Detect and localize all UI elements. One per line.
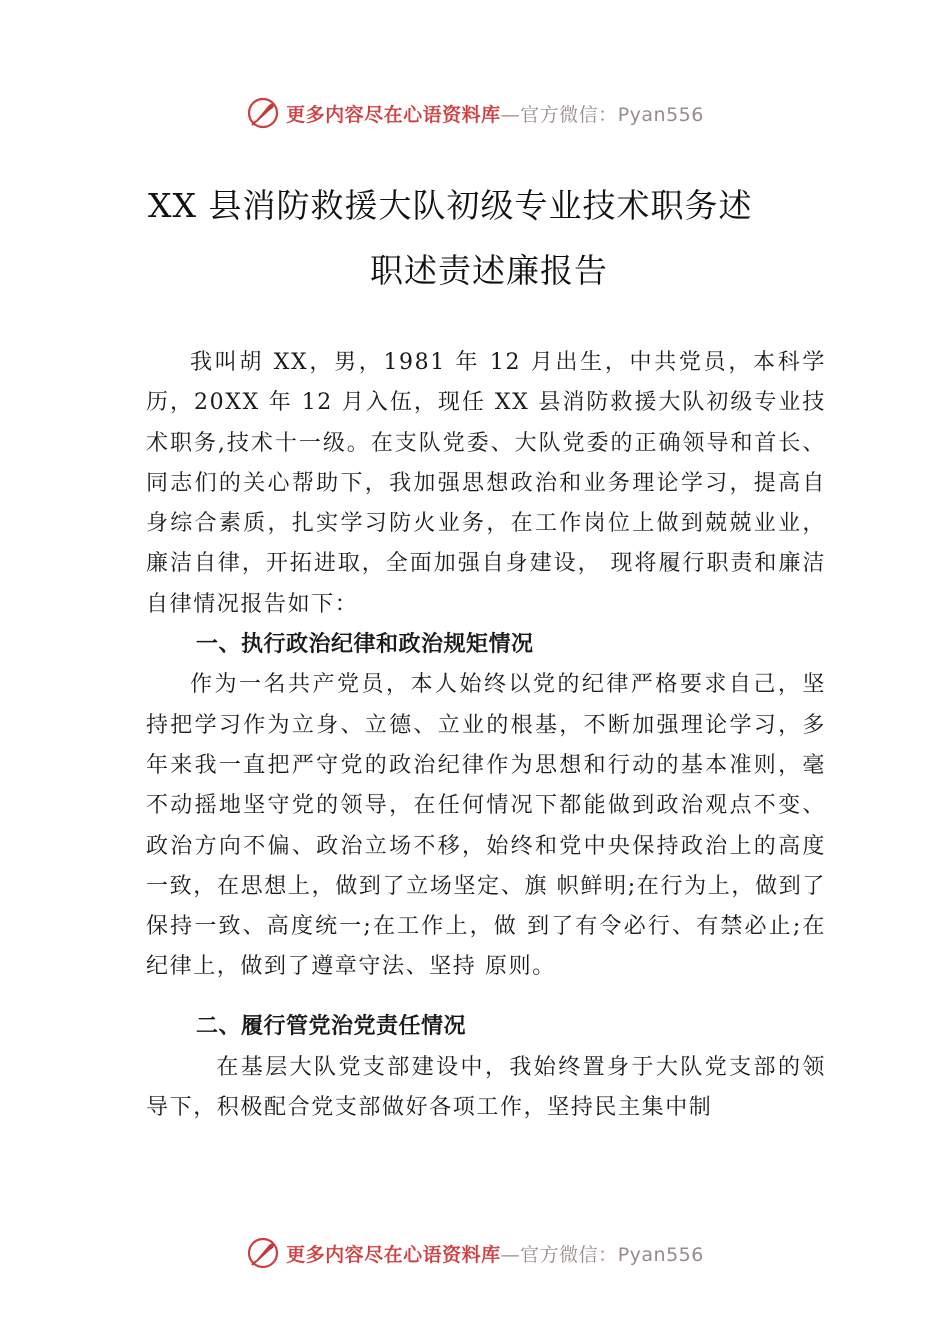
document-title-line-1: XX 县消防救援大队初级专业技术职务述 [148, 186, 753, 225]
document-title-line-2: 职述责述廉报告 [370, 251, 608, 290]
section-1-heading: 一、执行政治纪律和政治规矩情况 [196, 632, 534, 658]
intro-paragraph: 我叫胡 XX，男，1981 年 12 月出生，中共党员，本科学历，20XX 年 12 月入伍，现任 XX 县消防救援大队初级专业技术职务,技术十一级。在支队党委、大队党委的正确领导和首长、同志们的关心帮助下，我加强思想政治和业务理论学习，提高自身综合素质，扎实学习防火业务，在工作岗位上做到兢兢业业，廉洁自律，开拓进取，全面加强自身建设， 现将履行职责和廉洁自律情况报告如下： [146, 350, 826, 617]
watermark-separator: — [500, 1243, 521, 1266]
quill-pen-circle-icon [246, 96, 280, 130]
watermark-wechat-id: Pyan556 [617, 103, 704, 126]
section-2-paragraph: 在基层大队党支部建设中，我始终置身于大队党支部的领导下，积极配合党支部做好各项工作，坚持民主集中制 [146, 1054, 826, 1121]
watermark-brand: 更多内容尽在心语资料库 [286, 103, 501, 126]
watermark-separator: — [500, 103, 521, 126]
quill-pen-circle-icon [246, 1236, 280, 1270]
section-1-paragraph: 作为一名共产党员，本人始终以党的纪律严格要求自己，坚持把学习作为立身、立德、立业的根基，不断加强理论学习，多年来我一直把严守党的政治纪律作为思想和行动的基本准则，毫不动摇地坚守党的领导，在任何情况下都能做到政治观点不变、政治方向不偏、政治立场不移，始终和党中央保持政治上的高度一致，在思想上，做到了立场坚定、旗 帜鲜明;在行为上，做到了保持一致、高度统一;在工作上，做 到了有令必行、有禁必止;在纪律上，做到了遵章守法、坚持 原则。 [146, 672, 826, 980]
watermark-brand: 更多内容尽在心语资料库 [286, 1243, 501, 1266]
header-watermark [0, 96, 950, 130]
watermark-label: 官方微信： [520, 1243, 618, 1266]
watermark-text [286, 100, 704, 127]
document-body [146, 343, 826, 1128]
watermark-label: 官方微信： [520, 103, 618, 126]
section-2-heading: 二、履行管党治党责任情况 [196, 1013, 467, 1039]
footer-watermark [0, 1236, 950, 1270]
watermark-wechat-id: Pyan556 [617, 1243, 704, 1266]
watermark-text [286, 1240, 704, 1267]
